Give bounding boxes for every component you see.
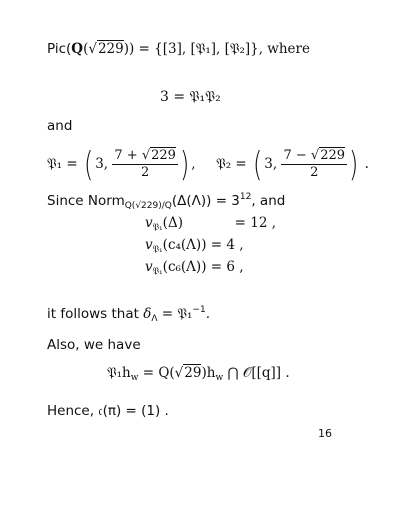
sqrt-229: 229 [97, 41, 124, 57]
p1-fraction: $\frac{7 + √229}{2}$ [114, 148, 176, 180]
p1-lhs: 𝔓₁ = [47, 156, 78, 172]
and-label: and [47, 118, 73, 134]
valuation-row: $v_{𝔓_1}(c_6(\Lambda)) = 6$ , [145, 259, 244, 277]
also-line: Also, we have [47, 337, 141, 353]
pic-prefix: Pic( [47, 41, 72, 57]
p2-first: 3, [264, 156, 278, 172]
prime-definitions: 𝔓₁ = ( 3, $\frac{7 + √229}{2}$ ) , 𝔓₂ = ( 3, $\frac{7 - √229}{2}$ ) . [47, 144, 369, 185]
page-number: 16 [318, 427, 332, 440]
pic-rest: )) = {[3], [𝔓₁], [𝔓₂]}, where [123, 41, 310, 57]
hence-line: Hence, 𝔠(π) = (1) . [47, 403, 169, 419]
factorization-line: 3 = 𝔓₁𝔓₂ [160, 89, 221, 105]
p2-lhs: 𝔓₂ = [216, 156, 247, 172]
pic-line: Pic(Q(√229)) = {[3], [𝔓₁], [𝔓₂]}, where [47, 41, 310, 57]
norm-subscript: Q(√229)/Q [124, 201, 172, 211]
valuation-row: $v_{𝔓_1}(c_4(\Lambda)) = 4$ , [145, 237, 244, 255]
valuation-row: $v_{𝔓_1}(\Delta) = 12$ , [145, 215, 277, 233]
p1hw-line: $𝔓_1h_w = Q(√29)h_w$ ⋂ 𝒪[[q]] . [107, 365, 290, 383]
p1-first: 3, [95, 156, 109, 172]
since-norm-line: Since Norm$_{Q(√229)/Q}$(Δ(Λ)) = $3^{12}$, and [47, 192, 286, 211]
p2-fraction: $\frac{7 - √229}{2}$ [283, 148, 346, 180]
follows-line: it follows that $\delta_\Lambda$ = 𝔓₁$^{-1}$. [47, 305, 210, 324]
rationals-symbol: Q [71, 41, 84, 57]
